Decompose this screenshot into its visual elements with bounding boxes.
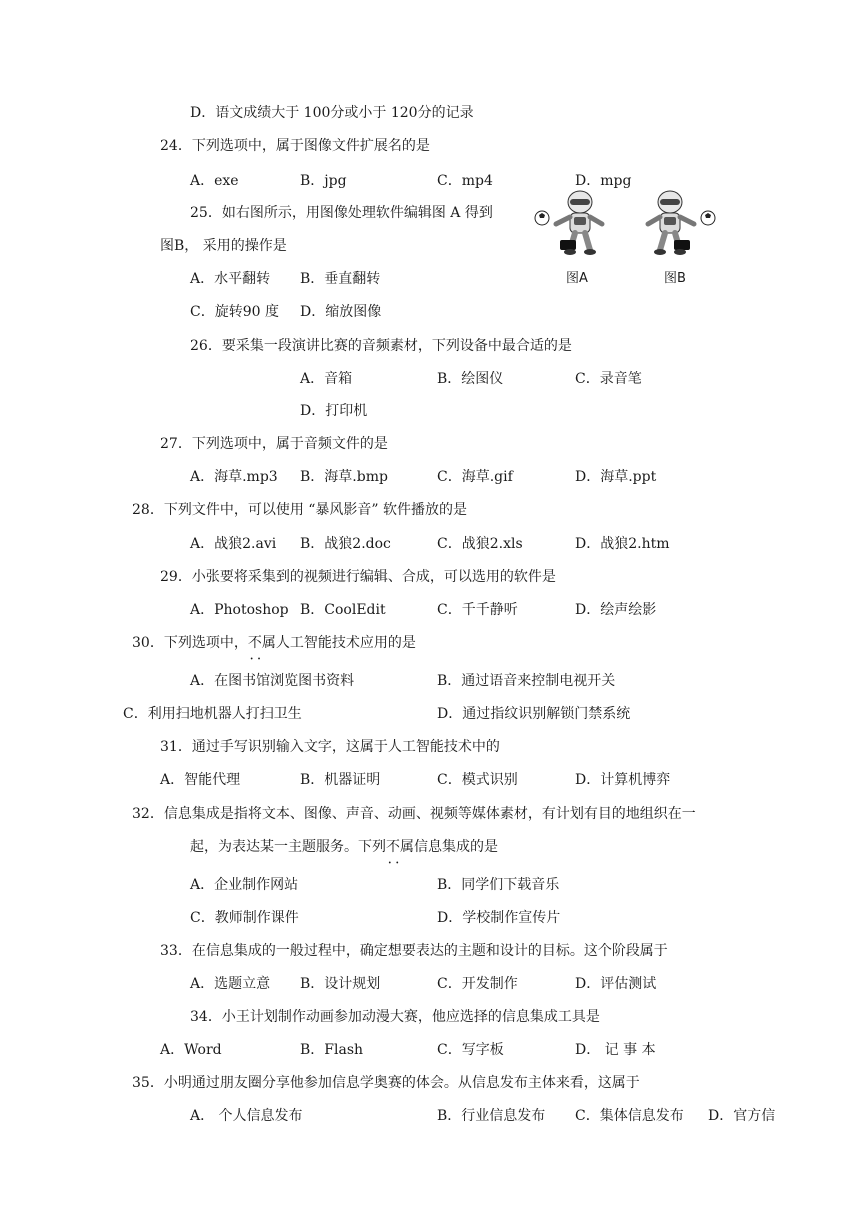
- q27-option-b: B．海草.bmp: [300, 469, 388, 485]
- q25-stem-line2: 图B， 采用的操作是: [160, 238, 287, 254]
- q26-option-b: B．绘图仪: [437, 371, 504, 387]
- q31-option-b: B．机器证明: [300, 772, 381, 788]
- q33-option-c: C．开发制作: [437, 976, 518, 992]
- q26-option-d: D．打印机: [300, 403, 368, 419]
- q33-option-a: A．选题立意: [190, 976, 271, 992]
- q27-option-c: C．海草.gif: [437, 469, 513, 485]
- q27-option-d: D．海草.ppt: [575, 469, 657, 485]
- q26-stem: 26．要采集一段演讲比赛的音频素材，下列设备中最合适的是: [190, 338, 572, 354]
- q33-option-d: D．评估测试: [575, 976, 657, 992]
- q29-option-d: D．绘声绘影: [575, 602, 657, 618]
- q35-option-b: B．行业信息发布: [437, 1108, 546, 1124]
- q23-option-d: D．语文成绩大于 100分或小于 120分的记录: [190, 105, 474, 121]
- q29-option-c: C．千千静听: [437, 602, 518, 618]
- q28-option-d: D．战狼2.htm: [575, 536, 670, 552]
- q32-stem-line2: [190, 837, 498, 857]
- q31-option-d: D．计算机博弈: [575, 772, 671, 788]
- q30-option-c: C．利用扫地机器人打扫卫生: [123, 706, 302, 722]
- q35-stem: 35．小明通过朋友圈分享他参加信息学奥赛的体会。从信息发布主体来看，这属于: [132, 1075, 640, 1091]
- q35-option-d: D．官方信: [708, 1108, 776, 1124]
- q28-option-c: C．战狼2.xls: [437, 536, 523, 552]
- q35-option-c: C．集体信息发布: [575, 1108, 684, 1124]
- figure-b-caption: 图B: [664, 271, 686, 286]
- q27-stem: 27．下列选项中，属于音频文件的是: [160, 436, 388, 452]
- q32-stem-post: 信息集成的是: [414, 839, 498, 855]
- q24-option-c: C．mp4: [437, 173, 493, 189]
- q26-option-c: C．录音笔: [575, 371, 642, 387]
- q24-stem: 24．下列选项中，属于图像文件扩展名的是: [160, 138, 430, 154]
- q25-option-b: B．垂直翻转: [300, 271, 381, 287]
- q34-stem: 34．小王计划制作动画参加动漫大赛，他应选择的信息集成工具是: [190, 1009, 600, 1025]
- figure-a-caption: 图A: [566, 271, 588, 286]
- q24-option-a: A．exe: [190, 173, 239, 189]
- q25-option-c: C．旋转90 度: [190, 304, 279, 320]
- q25-stem-line1: 25．如右图所示，用图像处理软件编辑图 A 得到: [190, 205, 493, 221]
- q30-stem-pre: 30．下列选项中，: [132, 635, 248, 651]
- q30-stem: [132, 633, 416, 653]
- q24-option-d: D．mpg: [575, 173, 632, 189]
- q25-option-d: D．缩放图像: [300, 304, 382, 320]
- q31-option-c: C．模式识别: [437, 772, 518, 788]
- q34-option-d: D． 记 事 本: [575, 1042, 656, 1058]
- q32-option-c: C．教师制作课件: [190, 910, 299, 926]
- q30-option-b: B．通过语音来控制电视开关: [437, 673, 616, 689]
- q32-option-b: B．同学们下载音乐: [437, 877, 560, 893]
- robot-a-icon: [535, 191, 602, 255]
- q33-option-b: B．设计规划: [300, 976, 381, 992]
- q30-stem-post: 人工智能技术应用的是: [275, 635, 416, 651]
- q30-option-a: A．在图书馆浏览图书资料: [190, 673, 355, 689]
- q24-option-b: B．jpg: [300, 173, 347, 189]
- q32-stem-line1: 32．信息集成是指将文本、图像、声音、动画、视频等媒体素材，有计划有目的地组织在一: [132, 806, 696, 822]
- q29-option-a: A．Photoshop: [190, 602, 289, 618]
- q25-robot-figure: [530, 188, 720, 260]
- q34-option-b: B．Flash: [300, 1042, 364, 1058]
- q30-emphasis: 不属 • •: [248, 635, 276, 651]
- q25-option-a: A．水平翻转: [190, 271, 271, 287]
- q29-stem: 29．小张要将采集到的视频进行编辑、合成，可以选用的软件是: [160, 569, 556, 585]
- q30-option-d: D．通过指纹识别解锁门禁系统: [437, 706, 631, 722]
- q34-option-c: C．写字板: [437, 1042, 504, 1058]
- q32-option-a: A．企业制作网站: [190, 877, 299, 893]
- q32-option-d: D．学校制作宣传片: [437, 910, 561, 926]
- q29-option-b: B．CoolEdit: [300, 602, 386, 618]
- q26-option-a: A．音箱: [300, 371, 353, 387]
- q33-stem: 33．在信息集成的一般过程中，确定想要表达的主题和设计的目标。这个阶段属于: [160, 943, 668, 959]
- q32-stem-pre: 起，为表达某一主题服务。下列: [190, 839, 386, 855]
- q28-option-a: A．战狼2.avi: [190, 536, 277, 552]
- q28-option-b: B．战狼2.doc: [300, 536, 391, 552]
- q34-option-a: A．Word: [160, 1042, 222, 1058]
- robot-b-icon: [648, 191, 715, 255]
- q31-stem: 31．通过手写识别输入文字，这属于人工智能技术中的: [160, 739, 500, 755]
- q32-emphasis: 不属 • •: [386, 839, 414, 855]
- q28-stem: 28．下列文件中，可以使用 “暴风影音” 软件播放的是: [132, 502, 468, 518]
- q27-option-a: A．海草.mp3: [190, 469, 278, 485]
- q31-option-a: A．智能代理: [160, 772, 241, 788]
- q35-option-a: A． 个人信息发布: [190, 1108, 303, 1124]
